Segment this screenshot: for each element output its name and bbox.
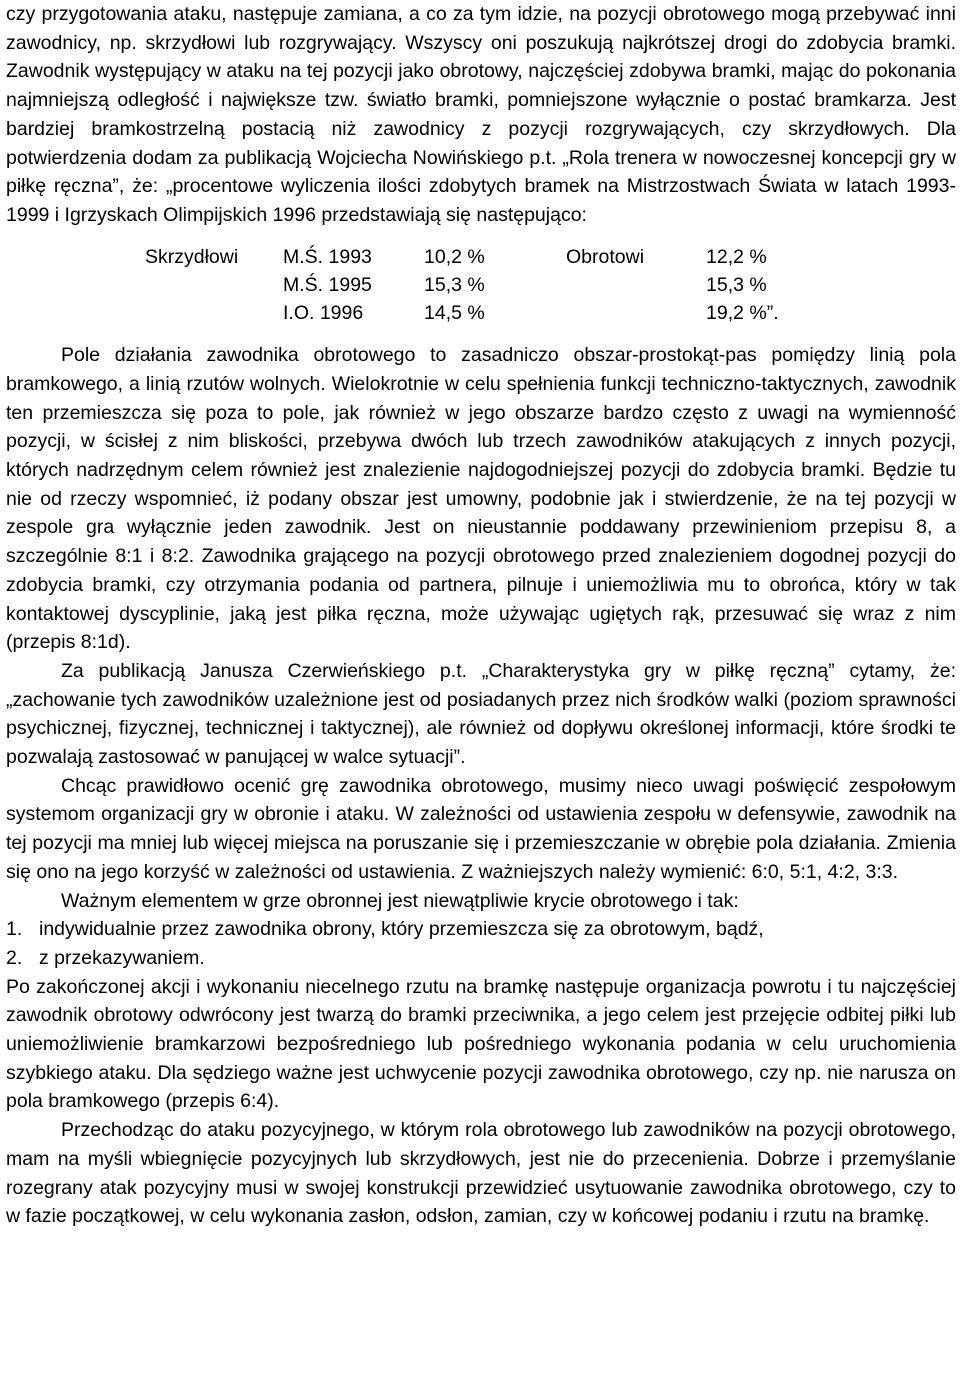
stats-label-pivots: Obrotowi	[566, 245, 645, 268]
list-item-number: 2.	[6, 946, 23, 969]
stats-row	[6, 271, 956, 299]
list-item-number: 1.	[6, 918, 23, 941]
paragraph-2: Pole działania zawodnika obrotowego to zasadniczo obszar-prostokąt-pas pomiędzy linią pola bramkowego, a linią rzutów wolnych. Wielokrotnie w celu spełnienia funkcji techniczno-taktycznych, zawodnik ten przemieszcza się poza to pole, jak również w jego obszarze bardzo często z uwagi na wymienność pozycji, w ścisłej z nim bliskości, przebywa dwóch lub trzech zawodników atakujących z innych pozycji, których nadrzędnym celem również jest znalezienie najdogodniejszej pozycji do zdobycia bramki. Będzie tu nie od rzeczy wspomnieć, iż podany obszar jest umowny, podobnie jak i stwierdzenie, że na tej pozycji w zespole gra wyłącznie jeden zawodnik. Jest on nieustannie poddawany przewinieniom przepisu 8, a szczególnie 8:1 i 8:2. Zawodnika grającego na pozycji obrotowego przed znalezieniem dogodnej pozycji do zdobycia bramki, czy otrzymania podania od partnera, pilnuje i uniemożliwia mu to obrońca, który w tak kontaktowej dyscyplinie, jaką jest piłka ręczna, może używając ugiętych rąk, przesuwać się wraz z nim (przepis 8:1d).	[6, 344, 956, 654]
stats-value-wingers: 15,3 %	[424, 273, 485, 296]
paragraph-3: Za publikacją Janusza Czerwieńskiego p.t. „Charakterystyka gry w piłkę ręczną” cytamy, że: „zachowanie tych zawodników uzależnione jest od posiadanych przez nich środków walki (poziom sprawności psychicznej, fizycznej, technicznej i taktycznej), ale również od dopływu określonej informacji, które środki te pozwalają zastosować w panującej w walce sytuacji”.	[6, 659, 956, 769]
stats-value-wingers: 10,2 %	[424, 245, 485, 268]
list-item-text: indywidualnie przez zawodnika obrony, który przemieszcza się za obrotowym, bądź,	[39, 918, 764, 941]
stats-row	[6, 299, 956, 327]
stats-label-wingers: Skrzydłowi	[145, 245, 239, 268]
document-page	[6, 0, 956, 1231]
stats-event: I.O. 1996	[283, 302, 364, 324]
list-item	[6, 944, 956, 973]
stats-row	[6, 243, 956, 271]
stats-value-wingers: 14,5 %	[424, 302, 485, 324]
paragraph-7: Przechodząc do ataku pozycyjnego, w którym rola obrotowego lub zawodników na pozycji obrotowego, mam na myśli wbiegnięcie pozycyjnych lub skrzydłowych, jest nie do przecenienia. Dobrze i przemyślanie rozegrany atak pozycyjny musi w swojej konstrukcji przewidzieć usytuowanie zawodnika obrotowego, czy to w fazie początkowej, w celu wykonania zasłon, odsłon, zamian, czy w końcowej podaniu i rzutu na bramkę.	[6, 1119, 956, 1228]
stats-event: M.Ś. 1995	[283, 273, 372, 296]
list-item	[6, 915, 956, 944]
stats-value-pivots: 19,2 %”.	[706, 302, 779, 324]
paragraph-4: Chcąc prawidłowo ocenić grę zawodnika obrotowego, musimy nieco uwagi poświęcić zespołowym systemom organizacji gry w obronie i ataku. W zależności od ustawienia zespołu w defensywie, zawodnik na tej pozycji ma mniej lub więcej miejsca na poruszanie się i przemieszczanie w obrębie pola działania. Zmienia się ono na jego korzyść w zależności od ustawienia. Z ważniejszych należy wymienić: 6:0, 5:1, 4:2, 3:3.	[6, 774, 956, 883]
paragraph-1: czy przygotowania ataku, następuje zamiana, a co za tym idzie, na pozycji obrotowego mogą przebywać inni zawodnicy, np. skrzydłowi lub rozgrywający. Wszyscy oni poszukują najkrótszej drogi do zdobycia bramki. Zawodnik występujący w ataku na tej pozycji jako obrotowy, najczęściej zdobywa bramki, mając do pokonania najmniejszą odległość i największe tzw. światło bramki, pomniejszone wyłącznie o postać bramkarza. Jest bardziej bramkostrzelną postacią niż zawodnicy z pozycji rozgrywających, czy skrzydłowych. Dla potwierdzenia dodam za publikacją Wojciecha Nowińskiego p.t. „Rola trenera w nowoczesnej koncepcji gry w piłkę ręczna”, że: „procentowe wyliczenia ilości zdobytych bramek na Mistrzostwach Świata w latach 1993-1999 i Igrzyskach Olimpijskich 1996 przedstawiają się następująco:	[6, 3, 956, 226]
stats-value-pivots: 15,3 %	[706, 273, 767, 296]
goal-statistics-table	[6, 243, 956, 328]
stats-value-pivots: 12,2 %	[706, 245, 767, 268]
coverage-list	[6, 915, 956, 972]
paragraph-5: Ważnym elementem w grze obronnej jest niewątpliwie krycie obrotowego i tak:	[61, 889, 739, 912]
stats-event: M.Ś. 1993	[283, 245, 372, 268]
list-item-text: z przekazywaniem.	[39, 946, 205, 969]
paragraph-6: Po zakończonej akcji i wykonaniu niecelnego rzutu na bramkę następuje organizacja powrotu i tu najczęściej zawodnik obrotowy odwrócony jest twarzą do bramki przeciwnika, a jego celem jest przejęcie odbitej piłki lub uniemożliwienie bramkarzowi bezpośredniego lub pośredniego wykonania podania w celu uruchomienia szybkiego ataku. Dla sędziego ważne jest uchwycenie pozycji zawodnika obrotowego, czy np. nie narusza on pola bramkowego (przepis 6:4).	[6, 975, 956, 1113]
